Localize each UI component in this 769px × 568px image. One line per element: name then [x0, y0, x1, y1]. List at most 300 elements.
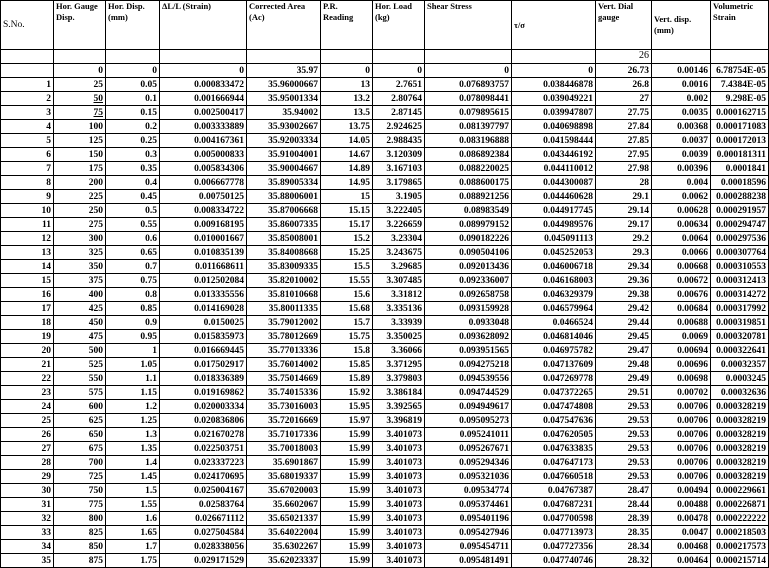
cell-shear-stress[interactable]: 0.094949617: [425, 400, 512, 414]
cell-hor-gauge-disp[interactable]: 100: [54, 120, 106, 134]
cell-strain[interactable]: 0.011668611: [160, 260, 247, 274]
cell-hor-gauge-disp[interactable]: 525: [54, 358, 106, 372]
cell-hor-load[interactable]: 3.401073: [373, 442, 425, 456]
cell-vert-disp[interactable]: 0.00694: [652, 344, 711, 358]
cell-volumetric-strain[interactable]: 0.000218503: [711, 526, 769, 540]
cell-tau-sigma[interactable]: 0.04767387: [512, 484, 596, 498]
cell-sno[interactable]: 30: [1, 484, 54, 498]
cell-pr-reading[interactable]: 13.5: [321, 106, 373, 120]
cell-hor-disp[interactable]: 0.85: [106, 302, 160, 316]
cell-sno[interactable]: 11: [1, 218, 54, 232]
cell-hor-disp[interactable]: 1.1: [106, 372, 160, 386]
cell-hor-gauge-disp[interactable]: 25: [54, 78, 106, 92]
cell-vert-dial-gauge[interactable]: 29.17: [596, 218, 652, 232]
cell-strain[interactable]: 0.018336389: [160, 372, 247, 386]
cell-corrected-area[interactable]: 35.94002: [247, 106, 321, 120]
cell-hor-gauge-disp[interactable]: 425: [54, 302, 106, 316]
cell-corrected-area[interactable]: 35.75014669: [247, 372, 321, 386]
cell-shear-stress[interactable]: 0.095095273: [425, 414, 512, 428]
cell-strain[interactable]: 0.023337223: [160, 456, 247, 470]
cell-volumetric-strain[interactable]: 0.000297536: [711, 232, 769, 246]
cell-pr-reading[interactable]: 15.25: [321, 246, 373, 260]
cell-hor-disp[interactable]: 0.15: [106, 106, 160, 120]
cell-hor-gauge-disp[interactable]: 725: [54, 470, 106, 484]
cell-shear-stress[interactable]: 0.094275218: [425, 358, 512, 372]
cell-corrected-area[interactable]: 35.67020003: [247, 484, 321, 498]
cell-hor-disp[interactable]: 1: [106, 344, 160, 358]
cell-shear-stress[interactable]: 0.090504106: [425, 246, 512, 260]
cell-sno[interactable]: 13: [1, 246, 54, 260]
cell-strain[interactable]: 0.013335556: [160, 288, 247, 302]
cell-hor-load[interactable]: 3.401073: [373, 470, 425, 484]
cell-vert-disp[interactable]: 0.004: [652, 176, 711, 190]
cell-hor-gauge-disp[interactable]: 200: [54, 176, 106, 190]
cell-pr-reading[interactable]: 14.89: [321, 162, 373, 176]
cell-hor-disp[interactable]: 0.5: [106, 204, 160, 218]
cell-vert-disp[interactable]: 0.00702: [652, 386, 711, 400]
cell-vert-disp[interactable]: 0.0066: [652, 246, 711, 260]
cell-pr-reading[interactable]: 15.2: [321, 232, 373, 246]
cell-tau-sigma[interactable]: 0.047727356: [512, 540, 596, 554]
cell-hor-load[interactable]: 3.401073: [373, 428, 425, 442]
cell-shear-stress[interactable]: 0.088600175: [425, 176, 512, 190]
cell-volumetric-strain[interactable]: 0.000328219: [711, 470, 769, 484]
cell-vert-dial-gauge[interactable]: 29.42: [596, 302, 652, 316]
cell-vert-disp[interactable]: 0.00146: [652, 64, 711, 78]
cell-volumetric-strain[interactable]: 0.000328219: [711, 456, 769, 470]
cell-strain[interactable]: 0.029171529: [160, 554, 247, 568]
cell-hor-load[interactable]: 3.31812: [373, 288, 425, 302]
cell-volumetric-strain[interactable]: 0.000222222: [711, 512, 769, 526]
cell-pr-reading[interactable]: 15: [321, 190, 373, 204]
cell-hor-gauge-disp[interactable]: 75: [54, 106, 106, 120]
cell-corrected-area[interactable]: 35.77013336: [247, 344, 321, 358]
cell-corrected-area[interactable]: 35.97: [247, 64, 321, 78]
cell-tau-sigma[interactable]: 0.046579964: [512, 302, 596, 316]
cell-sno[interactable]: 23: [1, 386, 54, 400]
cell-vert-disp[interactable]: 0.00698: [652, 372, 711, 386]
cell-volumetric-strain[interactable]: 0.000229661: [711, 484, 769, 498]
cell-sno[interactable]: 14: [1, 260, 54, 274]
cell-shear-stress[interactable]: 0.095374461: [425, 498, 512, 512]
cell-hor-load[interactable]: 3.371295: [373, 358, 425, 372]
cell-pr-reading[interactable]: 15.17: [321, 218, 373, 232]
cell-corrected-area[interactable]: 35.65021337: [247, 512, 321, 526]
cell-hor-disp[interactable]: 0.45: [106, 190, 160, 204]
cell-hor-disp[interactable]: 0.8: [106, 288, 160, 302]
cell-vert-disp[interactable]: 0.00676: [652, 288, 711, 302]
cell-pr-reading[interactable]: 15.68: [321, 302, 373, 316]
cell-tau-sigma[interactable]: 0.046168003: [512, 274, 596, 288]
cell-sno[interactable]: 6: [1, 148, 54, 162]
cell-shear-stress[interactable]: 0.08983549: [425, 204, 512, 218]
cell-tau-sigma[interactable]: 0.038446878: [512, 78, 596, 92]
cell-strain[interactable]: 0.010001667: [160, 232, 247, 246]
cell-hor-disp[interactable]: 1.4: [106, 456, 160, 470]
cell-tau-sigma[interactable]: 0.047474808: [512, 400, 596, 414]
cell-sno[interactable]: 27: [1, 442, 54, 456]
cell-corrected-area[interactable]: 35.72016669: [247, 414, 321, 428]
cell-shear-stress[interactable]: 0.095321036: [425, 470, 512, 484]
cell-sno[interactable]: 28: [1, 456, 54, 470]
cell-vert-dial-gauge[interactable]: 28.44: [596, 498, 652, 512]
cell-corrected-area[interactable]: 35.68019337: [247, 470, 321, 484]
cell-strain[interactable]: 0.012502084: [160, 274, 247, 288]
cell-corrected-area[interactable]: 35.6901867: [247, 456, 321, 470]
cell-shear-stress[interactable]: 0.095241011: [425, 428, 512, 442]
cell-hor-load[interactable]: 3.392565: [373, 400, 425, 414]
cell-pr-reading[interactable]: 15.6: [321, 288, 373, 302]
cell-shear-stress[interactable]: 0.093628092: [425, 330, 512, 344]
cell-vert-disp[interactable]: 0.002: [652, 92, 711, 106]
cell-vert-disp[interactable]: 0.0039: [652, 148, 711, 162]
cell-vert-dial-gauge[interactable]: 28.39: [596, 512, 652, 526]
cell-vert-dial-gauge[interactable]: 29.2: [596, 232, 652, 246]
cell-volumetric-strain[interactable]: 0.000162715: [711, 106, 769, 120]
cell-hor-load[interactable]: 3.401073: [373, 498, 425, 512]
cell-tau-sigma[interactable]: 0.047372265: [512, 386, 596, 400]
cell-sno[interactable]: 4: [1, 120, 54, 134]
cell-hor-gauge-disp[interactable]: 375: [54, 274, 106, 288]
cell-corrected-area[interactable]: 35.96000667: [247, 78, 321, 92]
cell-hor-gauge-disp[interactable]: 225: [54, 190, 106, 204]
cell-tau-sigma[interactable]: 0: [512, 64, 596, 78]
cell-hor-gauge-disp[interactable]: 850: [54, 540, 106, 554]
cell-shear-stress[interactable]: 0.081397797: [425, 120, 512, 134]
cell-hor-gauge-disp[interactable]: 775: [54, 498, 106, 512]
cell-vert-dial-gauge[interactable]: 29.48: [596, 358, 652, 372]
cell-shear-stress[interactable]: 0.095454711: [425, 540, 512, 554]
cell-strain[interactable]: 0.026671112: [160, 512, 247, 526]
cell-shear-stress[interactable]: 0.076893757: [425, 78, 512, 92]
cell-strain[interactable]: 0.0150025: [160, 316, 247, 330]
cell-hor-disp[interactable]: 0.75: [106, 274, 160, 288]
cell-vert-dial-gauge[interactable]: 29.14: [596, 204, 652, 218]
cell-vert-dial-gauge[interactable]: 29.53: [596, 442, 652, 456]
cell-hor-disp[interactable]: 1.65: [106, 526, 160, 540]
cell-pr-reading[interactable]: 15.15: [321, 204, 373, 218]
cell-shear-stress[interactable]: 0.086892384: [425, 148, 512, 162]
cell-hor-load[interactable]: 2.988435: [373, 134, 425, 148]
cell-vert-dial-gauge[interactable]: 28.32: [596, 554, 652, 568]
cell-vert-disp[interactable]: 0.00488: [652, 498, 711, 512]
cell-hor-gauge-disp[interactable]: 825: [54, 526, 106, 540]
cell-sno[interactable]: 10: [1, 204, 54, 218]
cell-hor-disp[interactable]: 1.5: [106, 484, 160, 498]
cell-shear-stress[interactable]: 0.095401196: [425, 512, 512, 526]
cell-corrected-area[interactable]: 35.90004667: [247, 162, 321, 176]
cell-tau-sigma[interactable]: 0.047620505: [512, 428, 596, 442]
cell-vert-disp[interactable]: 0.00628: [652, 204, 711, 218]
cell-strain[interactable]: 0.020003334: [160, 400, 247, 414]
cell-vert-dial-gauge[interactable]: 29.34: [596, 260, 652, 274]
cell-tau-sigma[interactable]: 0.041598444: [512, 134, 596, 148]
cell-corrected-area[interactable]: 35.88006001: [247, 190, 321, 204]
cell-hor-disp[interactable]: 0.05: [106, 78, 160, 92]
cell-pr-reading[interactable]: 14.95: [321, 176, 373, 190]
cell-hor-load[interactable]: 2.924625: [373, 120, 425, 134]
cell-sno[interactable]: 34: [1, 540, 54, 554]
cell-volumetric-strain[interactable]: 6.78754E-05: [711, 64, 769, 78]
cell-corrected-area[interactable]: 35.87006668: [247, 204, 321, 218]
cell-hor-disp[interactable]: 0.6: [106, 232, 160, 246]
cell-strain[interactable]: 0.028338056: [160, 540, 247, 554]
cell-sno[interactable]: 20: [1, 344, 54, 358]
cell-hor-load[interactable]: 3.226659: [373, 218, 425, 232]
cell-pr-reading[interactable]: 15.89: [321, 372, 373, 386]
cell-tau-sigma[interactable]: 0.047700598: [512, 512, 596, 526]
cell-sno[interactable]: 3: [1, 106, 54, 120]
cell-corrected-area[interactable]: 35.70018003: [247, 442, 321, 456]
cell-volumetric-strain[interactable]: 0.000172013: [711, 134, 769, 148]
cell-volumetric-strain[interactable]: 0.0003245: [711, 372, 769, 386]
cell-sno[interactable]: 21: [1, 358, 54, 372]
cell-hor-gauge-disp[interactable]: 450: [54, 316, 106, 330]
cell-hor-disp[interactable]: 0: [106, 64, 160, 78]
cell-hor-disp[interactable]: 1.75: [106, 554, 160, 568]
cell-strain[interactable]: 0.005000833: [160, 148, 247, 162]
cell-hor-load[interactable]: 3.1905: [373, 190, 425, 204]
cell-volumetric-strain[interactable]: 0.000328219: [711, 400, 769, 414]
cell-vert-disp[interactable]: 0.0037: [652, 134, 711, 148]
cell-sno[interactable]: 1: [1, 78, 54, 92]
cell-vert-dial-gauge[interactable]: 27.84: [596, 120, 652, 134]
cell-vert-dial-gauge[interactable]: 28.34: [596, 540, 652, 554]
cell-pr-reading[interactable]: 15.99: [321, 498, 373, 512]
cell-shear-stress[interactable]: 0.095267671: [425, 442, 512, 456]
cell-sno[interactable]: 31: [1, 498, 54, 512]
cell-shear-stress[interactable]: 0.088921256: [425, 190, 512, 204]
cell-hor-disp[interactable]: 1.45: [106, 470, 160, 484]
cell-hor-gauge-disp[interactable]: 175: [54, 162, 106, 176]
cell-pr-reading[interactable]: 15.75: [321, 330, 373, 344]
cell-sno[interactable]: 29: [1, 470, 54, 484]
cell-hor-disp[interactable]: 0.4: [106, 176, 160, 190]
cell-pr-reading[interactable]: 15.99: [321, 484, 373, 498]
cell-sno[interactable]: 25: [1, 414, 54, 428]
cell-vert-dial-gauge[interactable]: 29.51: [596, 386, 652, 400]
cell-hor-disp[interactable]: 1.3: [106, 428, 160, 442]
cell-hor-load[interactable]: 3.243675: [373, 246, 425, 260]
cell-volumetric-strain[interactable]: 0.000319851: [711, 316, 769, 330]
cell-hor-disp[interactable]: 1.25: [106, 414, 160, 428]
cell-hor-load[interactable]: 3.120309: [373, 148, 425, 162]
cell-sno[interactable]: 9: [1, 190, 54, 204]
cell-volumetric-strain[interactable]: 0.000181311: [711, 148, 769, 162]
cell-vert-disp[interactable]: 0.0016: [652, 78, 711, 92]
cell-shear-stress[interactable]: 0.095294346: [425, 456, 512, 470]
cell-hor-load[interactable]: 3.401073: [373, 540, 425, 554]
cell-strain[interactable]: 0.000833472: [160, 78, 247, 92]
cell-hor-load[interactable]: 2.87145: [373, 106, 425, 120]
cell-volumetric-strain[interactable]: 0.000312413: [711, 274, 769, 288]
cell-strain[interactable]: 0.017502917: [160, 358, 247, 372]
cell-corrected-area[interactable]: 35.91004001: [247, 148, 321, 162]
cell-tau-sigma[interactable]: 0.046006718: [512, 260, 596, 274]
cell-tau-sigma[interactable]: 0.046814046: [512, 330, 596, 344]
cell-corrected-area[interactable]: 35.82010002: [247, 274, 321, 288]
cell-pr-reading[interactable]: 15.8: [321, 344, 373, 358]
cell-hor-load[interactable]: 3.29685: [373, 260, 425, 274]
cell-vert-dial-gauge[interactable]: 29.53: [596, 456, 652, 470]
cell-hor-load[interactable]: 3.401073: [373, 554, 425, 568]
cell-hor-gauge-disp[interactable]: 700: [54, 456, 106, 470]
cell-corrected-area[interactable]: 35.93002667: [247, 120, 321, 134]
cell-tau-sigma[interactable]: 0.0466524: [512, 316, 596, 330]
cell-hor-load[interactable]: 3.386184: [373, 386, 425, 400]
cell-sno[interactable]: 2: [1, 92, 54, 106]
cell-tau-sigma[interactable]: 0.045252053: [512, 246, 596, 260]
cell-pr-reading[interactable]: 0: [321, 64, 373, 78]
cell-volumetric-strain[interactable]: 0.00032636: [711, 386, 769, 400]
cell-pr-reading[interactable]: 15.99: [321, 442, 373, 456]
cell-tau-sigma[interactable]: 0.044917745: [512, 204, 596, 218]
cell-vert-dial-gauge[interactable]: 29.53: [596, 400, 652, 414]
cell-hor-gauge-disp[interactable]: 875: [54, 554, 106, 568]
cell-tau-sigma[interactable]: 0.047660518: [512, 470, 596, 484]
cell-pr-reading[interactable]: 15.85: [321, 358, 373, 372]
cell-shear-stress[interactable]: 0.092658758: [425, 288, 512, 302]
cell-strain[interactable]: 0.027504584: [160, 526, 247, 540]
cell-corrected-area[interactable]: 35.74015336: [247, 386, 321, 400]
cell-pr-reading[interactable]: 15.55: [321, 274, 373, 288]
cell-volumetric-strain[interactable]: 0.000328219: [711, 414, 769, 428]
cell-volumetric-strain[interactable]: 9.298E-05: [711, 92, 769, 106]
cell-vert-dial-gauge[interactable]: 27.85: [596, 134, 652, 148]
cell-hor-disp[interactable]: 0.7: [106, 260, 160, 274]
cell-shear-stress[interactable]: 0.092336007: [425, 274, 512, 288]
cell-vert-disp[interactable]: 0.00706: [652, 428, 711, 442]
cell-shear-stress[interactable]: 0.094539556: [425, 372, 512, 386]
cell-corrected-area[interactable]: 35.64022004: [247, 526, 321, 540]
cell-vert-disp[interactable]: 0.0064: [652, 232, 711, 246]
cell-vert-dial-gauge[interactable]: 28.35: [596, 526, 652, 540]
cell-tau-sigma[interactable]: 0.044460628: [512, 190, 596, 204]
cell-volumetric-strain[interactable]: 0.000307764: [711, 246, 769, 260]
cell-hor-load[interactable]: 2.7651: [373, 78, 425, 92]
cell-volumetric-strain[interactable]: 0.0001841: [711, 162, 769, 176]
cell-vert-disp[interactable]: 0.00468: [652, 540, 711, 554]
cell-tau-sigma[interactable]: 0.047740746: [512, 554, 596, 568]
cell-vert-dial-gauge[interactable]: 29.45: [596, 330, 652, 344]
cell-volumetric-strain[interactable]: 0.000317992: [711, 302, 769, 316]
cell-pr-reading[interactable]: 15.95: [321, 400, 373, 414]
cell-hor-load[interactable]: 3.36066: [373, 344, 425, 358]
cell-corrected-area[interactable]: 35.71017336: [247, 428, 321, 442]
cell-vert-disp[interactable]: 0.0047: [652, 526, 711, 540]
cell-strain[interactable]: 0.008334722: [160, 204, 247, 218]
cell-hor-load[interactable]: 3.401073: [373, 512, 425, 526]
cell-vert-disp[interactable]: 0.0069: [652, 330, 711, 344]
cell-hor-disp[interactable]: 1.15: [106, 386, 160, 400]
cell-corrected-area[interactable]: 35.85008001: [247, 232, 321, 246]
cell-strain[interactable]: 0.005834306: [160, 162, 247, 176]
cell-hor-disp[interactable]: 0.35: [106, 162, 160, 176]
cell-tau-sigma[interactable]: 0.046975782: [512, 344, 596, 358]
cell-hor-load[interactable]: 3.379803: [373, 372, 425, 386]
cell-vert-disp[interactable]: 0.00494: [652, 484, 711, 498]
cell-hor-gauge-disp[interactable]: 575: [54, 386, 106, 400]
cell-corrected-area[interactable]: 35.81010668: [247, 288, 321, 302]
cell-strain[interactable]: 0.022503751: [160, 442, 247, 456]
cell-pr-reading[interactable]: 14.05: [321, 134, 373, 148]
cell-tau-sigma[interactable]: 0.047647173: [512, 456, 596, 470]
cell-vert-disp[interactable]: 0.00464: [652, 554, 711, 568]
cell-volumetric-strain[interactable]: 0.000215714: [711, 554, 769, 568]
cell-pr-reading[interactable]: 14.67: [321, 148, 373, 162]
cell-tau-sigma[interactable]: 0.047137609: [512, 358, 596, 372]
cell-hor-gauge-disp[interactable]: 150: [54, 148, 106, 162]
cell-hor-disp[interactable]: 1.55: [106, 498, 160, 512]
cell-volumetric-strain[interactable]: 0.000328219: [711, 442, 769, 456]
cell-hor-disp[interactable]: 0.65: [106, 246, 160, 260]
cell-pr-reading[interactable]: 15.99: [321, 512, 373, 526]
cell-pr-reading[interactable]: 13: [321, 78, 373, 92]
cell-strain[interactable]: 0.010835139: [160, 246, 247, 260]
cell-vert-dial-gauge[interactable]: 27.95: [596, 148, 652, 162]
cell-corrected-area[interactable]: 35.79012002: [247, 316, 321, 330]
cell-shear-stress[interactable]: 0.090182226: [425, 232, 512, 246]
cell-sno[interactable]: 17: [1, 302, 54, 316]
cell-strain[interactable]: 0.003333889: [160, 120, 247, 134]
cell-vert-disp[interactable]: 0.00706: [652, 400, 711, 414]
cell-pr-reading[interactable]: 15.99: [321, 456, 373, 470]
cell-hor-disp[interactable]: 0.1: [106, 92, 160, 106]
cell-hor-load[interactable]: 3.401073: [373, 456, 425, 470]
cell-pr-reading[interactable]: 13.75: [321, 120, 373, 134]
cell-hor-disp[interactable]: 0.55: [106, 218, 160, 232]
cell-volumetric-strain[interactable]: 0.000328219: [711, 428, 769, 442]
cell-sno[interactable]: 26: [1, 428, 54, 442]
cell-strain[interactable]: 0.025004167: [160, 484, 247, 498]
cell-hor-gauge-disp[interactable]: 625: [54, 414, 106, 428]
cell-shear-stress[interactable]: 0.095427946: [425, 526, 512, 540]
cell-shear-stress[interactable]: 0.093951565: [425, 344, 512, 358]
cell-vert-dial-gauge[interactable]: 26.8: [596, 78, 652, 92]
cell-corrected-area[interactable]: 35.6302267: [247, 540, 321, 554]
cell-sno[interactable]: 8: [1, 176, 54, 190]
cell-tau-sigma[interactable]: 0.044110012: [512, 162, 596, 176]
cell-volumetric-strain[interactable]: 0.000291957: [711, 204, 769, 218]
cell-volumetric-strain[interactable]: 0.000217573: [711, 540, 769, 554]
cell-tau-sigma[interactable]: 0.039947807: [512, 106, 596, 120]
cell-hor-load[interactable]: 3.401073: [373, 484, 425, 498]
cell-strain[interactable]: 0: [160, 64, 247, 78]
cell-tau-sigma[interactable]: 0.047687231: [512, 498, 596, 512]
cell-hor-gauge-disp[interactable]: 400: [54, 288, 106, 302]
cell-vert-dial-gauge[interactable]: 29.44: [596, 316, 652, 330]
cell-volumetric-strain[interactable]: 0.00032357: [711, 358, 769, 372]
cell-hor-load[interactable]: 3.33939: [373, 316, 425, 330]
cell-hor-disp[interactable]: 0.2: [106, 120, 160, 134]
cell-hor-load[interactable]: 3.335136: [373, 302, 425, 316]
cell-corrected-area[interactable]: 35.92003334: [247, 134, 321, 148]
cell-strain[interactable]: 0.02583764: [160, 498, 247, 512]
cell-hor-load[interactable]: 3.396819: [373, 414, 425, 428]
cell-shear-stress[interactable]: 0.089979152: [425, 218, 512, 232]
cell-volumetric-strain[interactable]: 0.000171083: [711, 120, 769, 134]
cell-shear-stress[interactable]: 0.078098441: [425, 92, 512, 106]
cell-vert-disp[interactable]: 0.0035: [652, 106, 711, 120]
cell-strain[interactable]: 0.024170695: [160, 470, 247, 484]
cell-strain[interactable]: 0.004167361: [160, 134, 247, 148]
cell-vert-disp[interactable]: 0.00684: [652, 302, 711, 316]
cell-hor-gauge-disp[interactable]: 500: [54, 344, 106, 358]
cell-volumetric-strain[interactable]: 0.00018596: [711, 176, 769, 190]
cell-tau-sigma[interactable]: 0.045091113: [512, 232, 596, 246]
cell-hor-gauge-disp[interactable]: 125: [54, 134, 106, 148]
cell-vert-disp[interactable]: 0.00688: [652, 316, 711, 330]
